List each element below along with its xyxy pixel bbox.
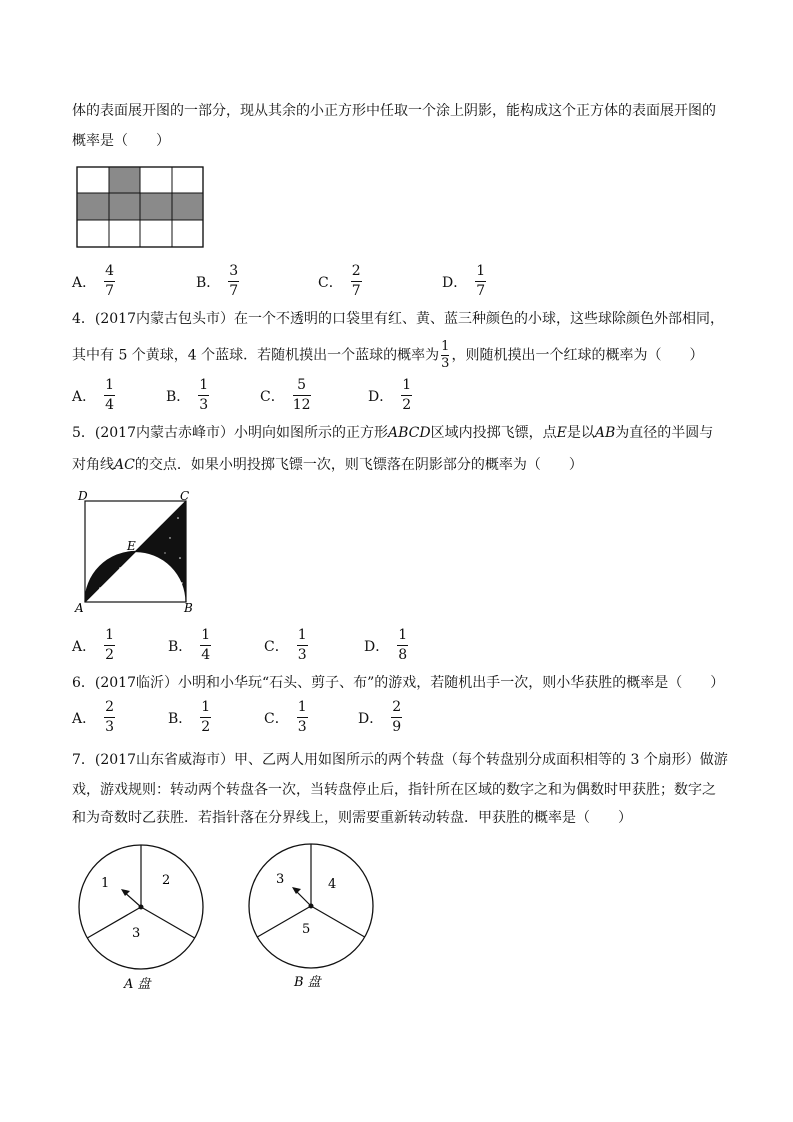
disk-a-caption: A 盘 [124,977,151,992]
q7-text-line2: 戏，游戏规则：转动两个转盘各一次，当转盘停止后，指针所在区域的数字之和为偶数时甲获胜；数字之 [72,782,716,798]
q3-text-line1: 体的表面展开图的一部分，现从其余的小正方形中任取一个涂上阴影，能构成这个正方体的表面展开图的 [72,103,716,119]
q7-text-line3: 和为奇数时乙获胜．若指针落在分界线上，则需要重新转动转盘．甲获胜的概率是（ ） [72,810,632,826]
q3-text-line2: 概率是（ ） [72,133,170,149]
disk-b-caption: B 盘 [294,975,321,990]
q4-option-a[interactable]: A． $\frac{1}{4}$ [72,377,115,413]
q6-text-line1: 6．(2017临沂）小明和小华玩“石头、剪子、布”的游戏，若随机出手一次，则小华获胜的概率是（ ） [72,675,725,691]
q5-text-line2: 对角线AC的交点．如果小明投掷飞镖一次，则飞镖落在阴影部分的概率为（ ） [72,457,583,473]
q6-option-c[interactable]: C． $\frac{1}{3}$ [264,699,307,735]
q5-option-b[interactable]: B． $\frac{1}{4}$ [168,627,211,663]
q3-option-d[interactable]: D． $\frac{1}{7}$ [442,263,486,299]
disk-b-number-5: 5 [302,922,311,937]
square-semicircle-figure [70,488,200,614]
cube-net-figure [76,166,206,250]
disk-b-number-3: 3 [276,872,285,887]
q3-option-c[interactable]: C． $\frac{2}{7}$ [318,263,361,299]
q5-text-line1: 5．(2017内蒙古赤峰市）小明向如图所示的正方形ABCD区域内投掷飞镖，点E是以AB为直径的半圆与 [72,425,714,441]
q6-option-b[interactable]: B． $\frac{1}{2}$ [168,699,211,735]
label-b: B [184,601,193,614]
q4-text-line1: 4．(2017内蒙古包头市）在一个不透明的口袋里有红、黄、蓝三种颜色的小球，这些球除颜色外部相同， [72,311,724,327]
label-e: E [127,539,136,553]
q4-text-line2: 其中有 5 个黄球，4 个蓝球．若随机摸出一个蓝球的概率为 $\frac{1}{3}$ ，则随机摸出一个红球的概率为（ ） [72,339,704,371]
label-a: A [75,601,84,614]
q4-inline-fraction: $\frac{1}{3}$ [441,339,450,371]
disk-a-number-2: 2 [162,873,171,888]
q7-text-line1: 7．(2017山东省威海市）甲、乙两人用如图所示的两个转盘（每个转盘别分成面积相等的 3 个扇形）做游 [72,752,728,768]
q4-option-c[interactable]: C． $\frac{5}{12}$ [260,377,311,413]
spinner-disk-a [74,840,214,1000]
q4-option-d[interactable]: D． $\frac{1}{2}$ [368,377,412,413]
q5-option-d[interactable]: D． $\frac{1}{8}$ [364,627,408,663]
q6-option-d[interactable]: D． $\frac{2}{9}$ [358,699,402,735]
label-c: C [180,489,190,503]
q3-option-a[interactable]: A． $\frac{4}{7}$ [72,263,115,299]
spinner-disk-b [244,840,384,1000]
disk-a-number-3: 3 [132,926,141,941]
q4-option-b[interactable]: B． $\frac{1}{3}$ [166,377,209,413]
q6-option-a[interactable]: A． $\frac{2}{3}$ [72,699,115,735]
q3-option-b[interactable]: B． $\frac{3}{7}$ [196,263,239,299]
label-d: D [78,489,88,503]
disk-a-number-1: 1 [101,876,110,891]
q5-option-c[interactable]: C． $\frac{1}{3}$ [264,627,307,663]
disk-b-number-4: 4 [328,877,337,892]
q5-option-a[interactable]: A． $\frac{1}{2}$ [72,627,115,663]
